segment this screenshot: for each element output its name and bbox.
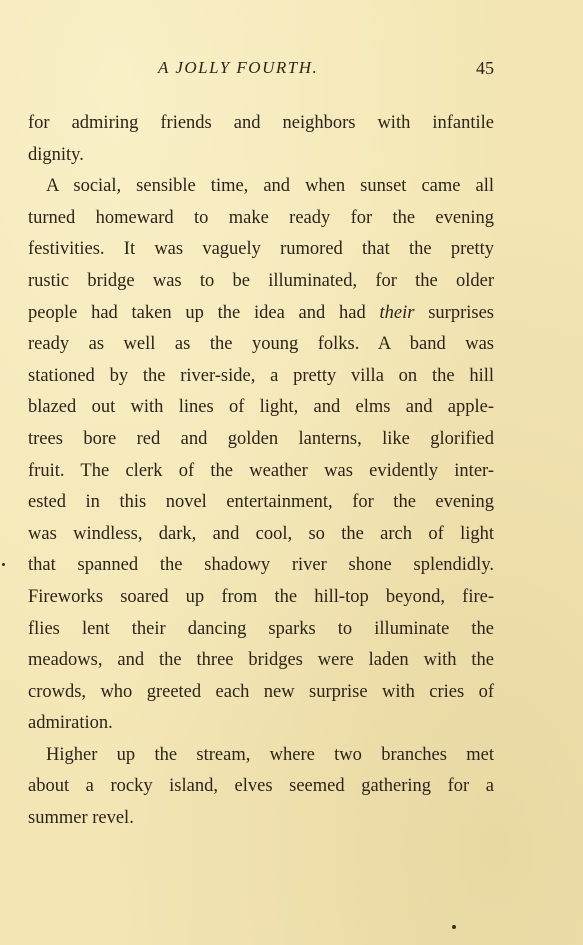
text-line: for admiring friends and neighbors with infantile: [28, 113, 494, 133]
text-line: stationed by the river-side, a pretty villa on the hill: [28, 365, 494, 386]
italic-word: their: [379, 302, 415, 323]
text-line: blazed out with lines of light, and elms and apple-: [28, 397, 494, 418]
ink-speck: [2, 563, 5, 566]
text-line: summer revel.: [28, 808, 134, 829]
paragraph: [28, 171, 494, 740]
text-line: fruit. The clerk of the weather was evidently inter-: [28, 460, 494, 481]
text-segment: surprises: [414, 302, 494, 323]
text-line: [28, 298, 494, 330]
text-line: rustic bridge was to be illuminated, for the older: [28, 270, 494, 291]
text-line: meadows, and the three bridges were laden with the: [28, 650, 494, 671]
ink-speck: [452, 925, 456, 929]
text-line: ready as well as the young folks. A band was: [28, 334, 494, 355]
text-line: Fireworks soared up from the hill-top beyond, fire-: [28, 586, 494, 607]
text-line: turned homeward to make ready for the evening: [28, 207, 494, 228]
text-line: festivities. It was vaguely rumored that the pretty: [28, 239, 494, 260]
text-line: flies lent their dancing sparks to illuminate the: [28, 618, 494, 639]
text-line: Higher up the stream, where two branches met: [46, 744, 494, 765]
text-line: was windless, dark, and cool, so the arch of light: [28, 523, 494, 544]
text-line: A social, sensible time, and when sunset came all: [46, 176, 494, 197]
page-number: 45: [476, 58, 494, 78]
text-line: trees bore red and golden lanterns, like glorified: [28, 428, 494, 449]
text-segment: people had taken up the idea and had: [28, 302, 380, 323]
text-line: about a rocky island, elves seemed gathering for a: [28, 776, 494, 797]
text-line: crowds, who greeted each new surprise with cries of: [28, 681, 494, 702]
text-line: dignity.: [28, 144, 84, 165]
text-line: admiration.: [28, 713, 113, 734]
body-text: [28, 108, 494, 835]
text-line: ested in this novel entertainment, for the evening: [28, 492, 494, 513]
text-line: that spanned the shadowy river shone splendidly.: [28, 555, 494, 576]
running-title: A JOLLY FOURTH.: [158, 58, 319, 77]
running-head: [28, 58, 494, 82]
paragraph: [28, 108, 494, 171]
paragraph: [28, 740, 494, 835]
